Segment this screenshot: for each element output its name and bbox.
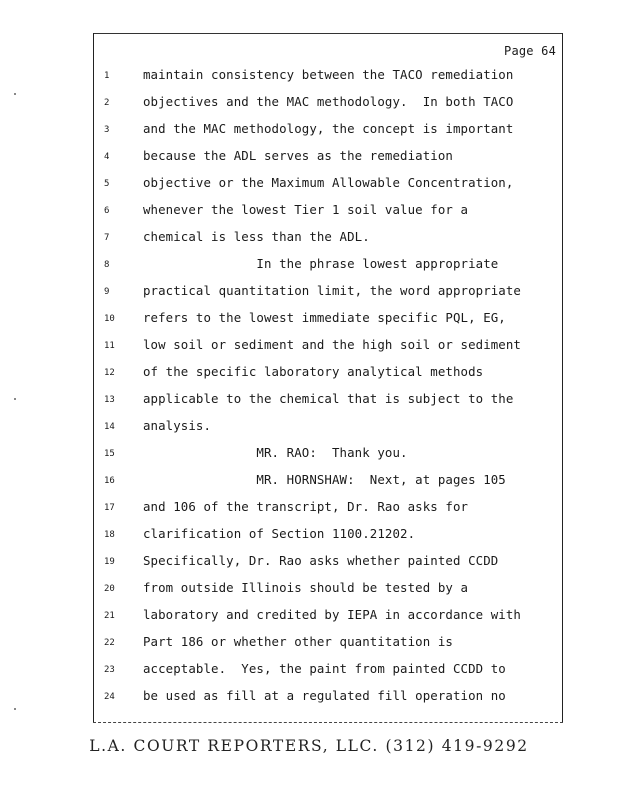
line-text: In the phrase lowest appropriate — [143, 256, 499, 271]
line-text: low soil or sediment and the high soil or sediment — [143, 337, 521, 352]
transcript-line — [0, 553, 560, 573]
line-text: and the MAC methodology, the concept is important — [143, 121, 514, 136]
transcript-line — [0, 121, 560, 141]
line-number: 7 — [104, 233, 110, 243]
line-text: objective or the Maximum Allowable Concentration, — [143, 175, 514, 190]
line-text: be used as fill at a regulated fill operation no — [143, 688, 506, 703]
transcript-line — [0, 445, 560, 465]
page-number: Page 64 — [504, 44, 556, 58]
line-number: 2 — [104, 98, 110, 108]
line-number: 8 — [104, 260, 110, 270]
transcript-line — [0, 526, 560, 546]
line-number: 22 — [104, 638, 115, 648]
line-number: 17 — [104, 503, 115, 513]
line-number: 6 — [104, 206, 110, 216]
transcript-line — [0, 256, 560, 276]
transcript-line — [0, 67, 560, 87]
line-text: of the specific laboratory analytical methods — [143, 364, 484, 379]
line-text: clarification of Section 1100.21202. — [143, 526, 416, 541]
bottom-rule — [93, 722, 563, 723]
transcript-line — [0, 580, 560, 600]
line-number: 21 — [104, 611, 115, 621]
margin-mark — [14, 708, 16, 710]
line-number: 18 — [104, 530, 115, 540]
line-text: Specifically, Dr. Rao asks whether painted CCDD — [143, 553, 499, 568]
line-number: 16 — [104, 476, 115, 486]
line-text: MR. HORNSHAW: Next, at pages 105 — [143, 472, 506, 487]
line-text: and 106 of the transcript, Dr. Rao asks for — [143, 499, 469, 514]
line-number: 20 — [104, 584, 115, 594]
line-text: laboratory and credited by IEPA in accordance with — [143, 607, 521, 622]
line-number: 23 — [104, 665, 115, 675]
transcript-line — [0, 499, 560, 519]
court-reporter-footer: L.A. COURT REPORTERS, LLC. (312) 419-9292 — [89, 737, 529, 755]
line-number: 13 — [104, 395, 115, 405]
line-text: practical quantitation limit, the word appropriate — [143, 283, 521, 298]
line-number: 4 — [104, 152, 110, 162]
transcript-line — [0, 202, 560, 222]
line-number: 1 — [104, 71, 110, 81]
line-number: 12 — [104, 368, 115, 378]
line-number: 3 — [104, 125, 110, 135]
line-text: MR. RAO: Thank you. — [143, 445, 408, 460]
line-number: 5 — [104, 179, 110, 189]
line-text: analysis. — [143, 418, 212, 433]
line-number: 15 — [104, 449, 115, 459]
transcript-line — [0, 283, 560, 303]
transcript-line — [0, 607, 560, 627]
line-text: whenever the lowest Tier 1 soil value for a — [143, 202, 469, 217]
line-text: maintain consistency between the TACO remediation — [143, 67, 514, 82]
transcript-line — [0, 364, 560, 384]
line-text: because the ADL serves as the remediation — [143, 148, 453, 163]
transcript-line — [0, 148, 560, 168]
line-text: acceptable. Yes, the paint from painted CCDD to — [143, 661, 506, 676]
transcript-line — [0, 634, 560, 654]
line-number: 9 — [104, 287, 110, 297]
transcript-line — [0, 229, 560, 249]
transcript-line — [0, 391, 560, 411]
line-text: chemical is less than the ADL. — [143, 229, 370, 244]
line-text: refers to the lowest immediate specific PQL, EG, — [143, 310, 506, 325]
line-number: 10 — [104, 314, 115, 324]
line-number: 24 — [104, 692, 115, 702]
line-text: objectives and the MAC methodology. In both TACO — [143, 94, 514, 109]
line-number: 14 — [104, 422, 115, 432]
transcript-line — [0, 472, 560, 492]
line-text: applicable to the chemical that is subject to the — [143, 391, 514, 406]
line-number: 11 — [104, 341, 115, 351]
transcript-line — [0, 94, 560, 114]
transcript-line — [0, 688, 560, 708]
line-text: Part 186 or whether other quantitation is — [143, 634, 453, 649]
transcript-line — [0, 337, 560, 357]
transcript-line — [0, 418, 560, 438]
transcript-line — [0, 661, 560, 681]
transcript-line — [0, 175, 560, 195]
line-number: 19 — [104, 557, 115, 567]
transcript-line — [0, 310, 560, 330]
line-text: from outside Illinois should be tested by a — [143, 580, 469, 595]
